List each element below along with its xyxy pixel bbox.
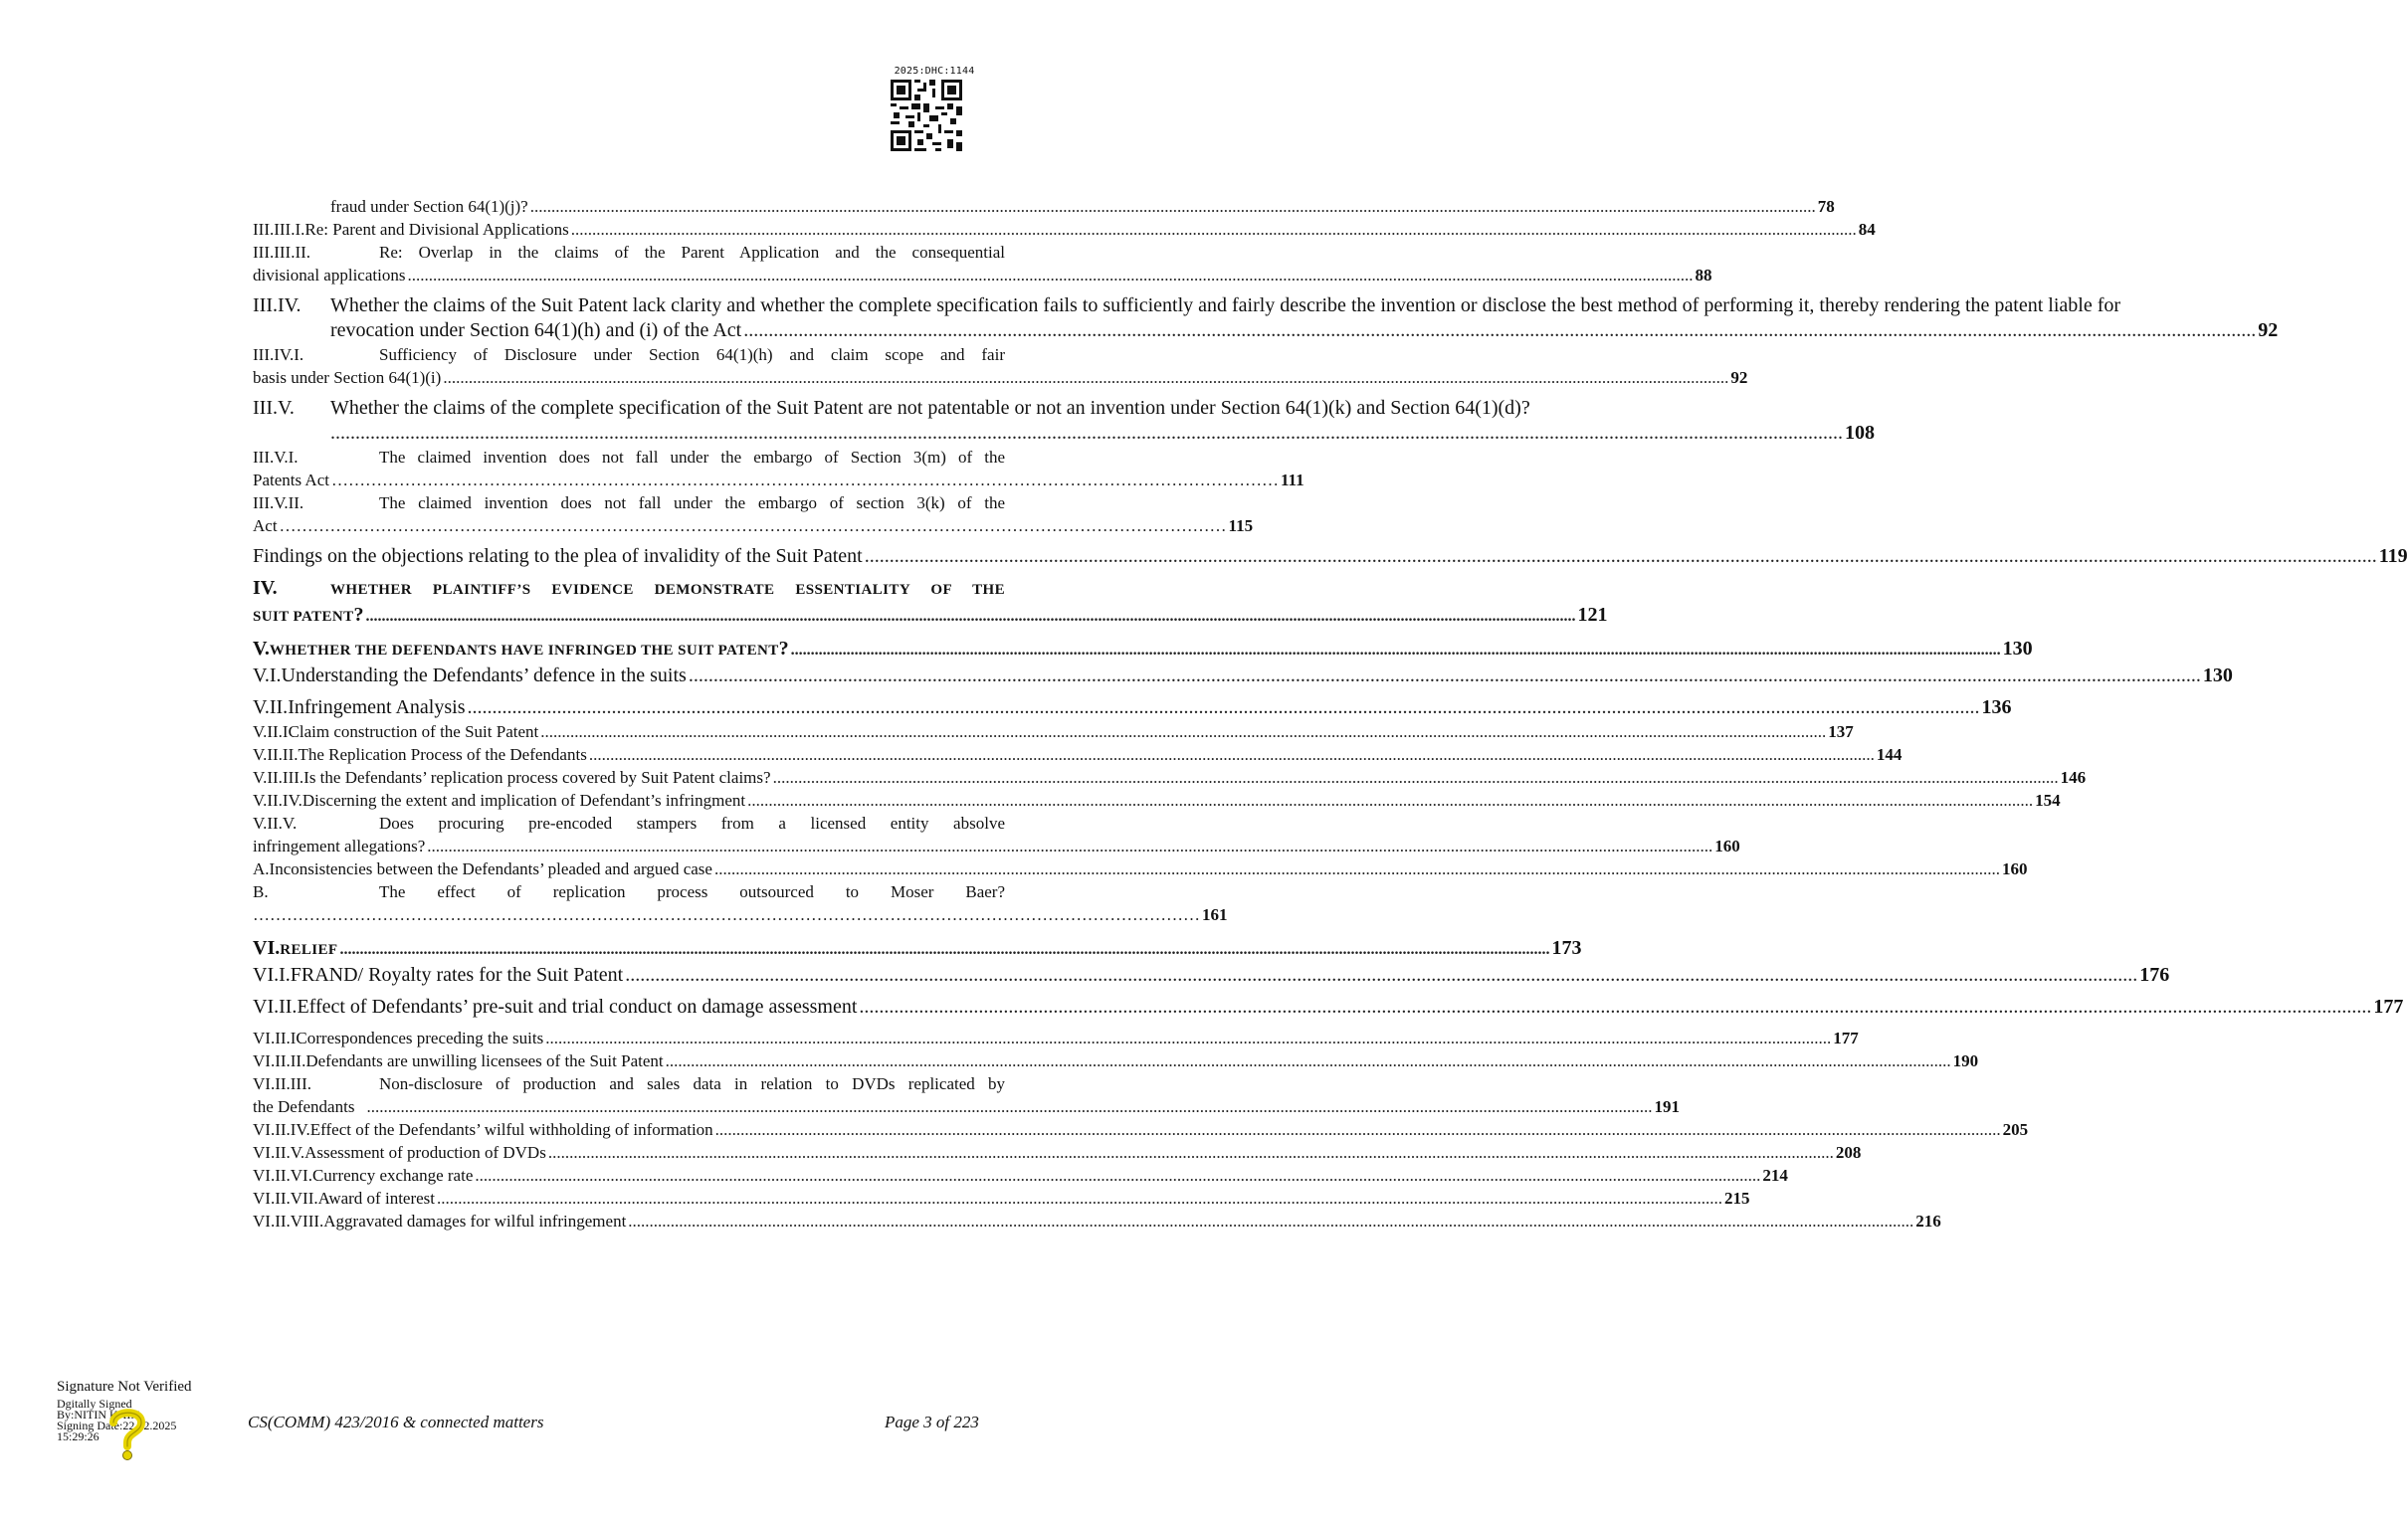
toc-entry: Findings on the objections relating to the plea of invalidity of the Suit Patent ..... 119	[253, 544, 1005, 569]
toc-entry: VI.I. FRAND/ Royalty rates for the Suit Patent ..... 176	[253, 963, 1005, 988]
case-number: CS(COMM) 423/2016 & connected matters	[248, 1413, 544, 1431]
toc-entry: V.I. Understanding the Defendants’ defence in the suits ..... 130	[253, 664, 1005, 688]
toc-entry: VI.II.IV. Effect of the Defendants’ wilful withholding of information ..... 205	[253, 1118, 1005, 1141]
toc-entry: III.III.I. Re: Parent and Divisional Applications ..... 84	[253, 218, 1005, 241]
toc-entry: VI.II.I Correspondences preceding the suits ..... 177	[253, 1027, 1005, 1049]
toc-entry: III.V.II. The claimed invention does not fall under the embargo of section 3(k) of the Act …………………………………………………………………………………………………………………………………………………… 115	[253, 491, 1005, 537]
toc-entry: IV. WHETHER PLAINTIFF’S EVIDENCE DEMONSTRATE ESSENTIALITY OF THE SUIT PATENT ? ..... 121	[253, 576, 1005, 630]
toc-entry: B. The effect of replication process outsourced to Moser Baer? …………………………………………………………………………………………………………………………………………………… 161	[253, 880, 1005, 926]
toc-entry: III.III.II. Re: Overlap in the claims of the Parent Application and the consequential divisional applications ..... 88	[253, 241, 1005, 286]
toc-entry: VI.II.V. Assessment of production of DVDs ..... 208	[253, 1141, 1005, 1164]
toc-entry: III.IV.I. Sufficiency of Disclosure under Section 64(1)(h) and claim scope and fair basis under Section 64(1)(i) ..... 92	[253, 343, 1005, 389]
toc-entry: III.IV. Whether the claims of the Suit Patent lack clarity and whether the complete specification fails to sufficiently and fairly describe the invention or disclose the best method of performing it, thereby rendering the patent liable for revocation under Section 64(1)(h) and (i) of the Act ..... 92	[253, 293, 1005, 343]
toc-entry: V.II.III. Is the Defendants’ replication process covered by Suit Patent claims? ..... 146	[253, 766, 1005, 789]
neutral-citation: 2025:DHC:1144	[894, 66, 975, 77]
toc-entry: VI.II.II. Defendants are unwilling licensees of the Suit Patent ..... 190	[253, 1049, 1005, 1072]
table-of-contents	[253, 195, 2408, 1233]
digital-signature-block: Signature Not Verified Dgitally Signed By:NITIN KAIN Signing Date:22.02.2025 15:29:26	[57, 1379, 192, 1443]
page-number: Page 3 of 223	[885, 1413, 979, 1431]
toc-entry: III.V. Whether the claims of the complete specification of the Suit Patent are not patentable or not an invention under Section 64(1)(k) and Section 64(1)(d)? ..... 108	[253, 396, 1005, 446]
qr-code-icon	[891, 80, 962, 151]
toc-entry: VI.II.VIII. Aggravated damages for wilful infringement ..... 216	[253, 1210, 1005, 1233]
toc-entry: VI.II.VII. Award of interest ..... 215	[253, 1187, 1005, 1210]
toc-entry: VI.II. Effect of Defendants’ pre-suit and trial conduct on damage assessment ..... 177	[253, 995, 1005, 1020]
toc-entry: V.II.I Claim construction of the Suit Patent ..... 137	[253, 720, 1005, 743]
toc-entry: fraud under Section 64(1)(j)? ..... 78	[253, 195, 1005, 218]
toc-entry: III.V.I. The claimed invention does not fall under the embargo of Section 3(m) of the Patents Act …………………………………………………………………………………………………………………………………………………… 111	[253, 446, 1005, 491]
toc-entry: VI.II.III. Non-disclosure of production and sales data in relation to DVDs replicated by the Defendants ..... 191	[253, 1072, 1005, 1118]
toc-entry: A. Inconsistencies between the Defendants’ pleaded and argued case ..... 160	[253, 857, 1005, 880]
signature-unverified-icon	[105, 1407, 149, 1460]
toc-entry: V.II.V. Does procuring pre-encoded stampers from a licensed entity absolve infringement allegations? ..... 160	[253, 812, 1005, 857]
toc-entry: VI. RELIEF ..... 173	[253, 936, 1005, 963]
toc-entry: VI.II.VI. Currency exchange rate ..... 214	[253, 1164, 1005, 1187]
toc-entry: V.II.II. The Replication Process of the Defendants ..... 144	[253, 743, 1005, 766]
toc-entry: V.II.IV. Discerning the extent and implication of Defendant’s infringment ..... 154	[253, 789, 1005, 812]
toc-entry: V. WHETHER THE DEFENDANTS HAVE INFRINGED THE SUIT PATENT ? ..... 130	[253, 637, 1005, 664]
toc-entry: V.II. Infringement Analysis ..... 136	[253, 695, 1005, 720]
